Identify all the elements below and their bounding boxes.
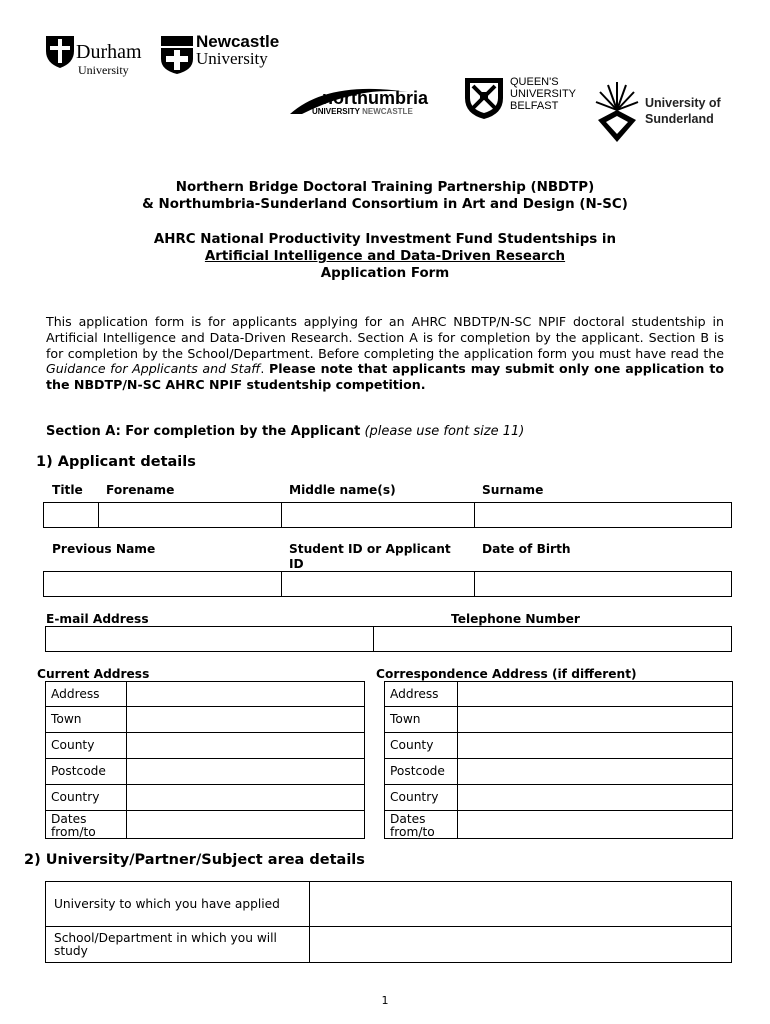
title-line4: Artificial Intelligence and Data-Driven Research	[204, 249, 566, 264]
current-address-label: Current Address	[37, 667, 150, 681]
applicant-heading: 1) Applicant details	[36, 454, 196, 470]
surname-field[interactable]	[474, 502, 732, 528]
current-postcode-label: Postcode	[45, 758, 127, 785]
intro-paragraph	[46, 314, 724, 393]
durham-name: Durham	[76, 41, 142, 63]
durham-crest-icon	[44, 33, 76, 69]
intro-guidance: Guidance for Applicants and Staff	[46, 361, 261, 377]
middle-name-field[interactable]	[281, 502, 475, 528]
forename-field[interactable]	[98, 502, 282, 528]
durham-logo	[44, 33, 159, 79]
current-country-label: Country	[45, 784, 127, 811]
phone-field[interactable]	[373, 626, 732, 652]
previous-name-field[interactable]	[43, 571, 282, 597]
newcastle-line2: University	[196, 49, 268, 68]
newcastle-line1: Newcastle	[196, 32, 280, 51]
newcastle-logo	[160, 33, 290, 79]
current-dates-label: Dates from/to	[45, 810, 127, 839]
dob-label: Date of Birth	[482, 542, 571, 556]
school-department-label: School/Department in which you will study	[45, 926, 310, 963]
title-line2: & Northumbria-Sunderland Consortium in Art and Design (N-SC)	[142, 197, 628, 212]
forename-label: Forename	[106, 483, 175, 497]
corr-country-field[interactable]	[457, 784, 733, 811]
northumbria-sub1: UNIVERSITY	[312, 107, 360, 116]
queens-crest-icon	[463, 76, 505, 120]
sunderland-logo	[594, 80, 744, 144]
corr-dates-field[interactable]	[457, 810, 733, 839]
northumbria-sub	[312, 107, 413, 117]
previous-name-label: Previous Name	[52, 542, 156, 556]
northumbria-logo	[288, 78, 443, 120]
current-town-field[interactable]	[126, 706, 365, 733]
sunderland-line1: University of	[645, 96, 721, 110]
sunderland-sunburst-icon	[594, 80, 640, 144]
queens-logo	[463, 76, 595, 122]
queens-line1: QUEEN'S	[510, 76, 559, 88]
corr-country-label: Country	[384, 784, 458, 811]
university-heading: 2) University/Partner/Subject area details	[24, 852, 365, 868]
email-label: E-mail Address	[46, 612, 149, 626]
intro-note: Please note that applicants may submit only one application to the NBDTP/N-SC AHRC NPIF studentship competition.	[46, 361, 725, 393]
newcastle-crest-icon	[160, 35, 194, 75]
title-line1: Northern Bridge Doctoral Training Partnership (NBDTP)	[175, 180, 595, 195]
surname-label: Surname	[482, 483, 544, 497]
current-county-label: County	[45, 732, 127, 759]
middle-name-label: Middle name(s)	[289, 483, 396, 497]
current-dates-field[interactable]	[126, 810, 365, 839]
current-country-field[interactable]	[126, 784, 365, 811]
corr-address-row-label: Address	[384, 681, 458, 707]
current-address-field[interactable]	[126, 681, 365, 707]
current-postcode-field[interactable]	[126, 758, 365, 785]
current-address-row-label: Address	[45, 681, 127, 707]
current-county-field[interactable]	[126, 732, 365, 759]
durham-sub: University	[78, 63, 129, 77]
corr-postcode-label: Postcode	[384, 758, 458, 785]
correspondence-address-label: Correspondence Address (if different)	[376, 667, 637, 681]
corr-address-field[interactable]	[457, 681, 733, 707]
sunderland-line2: Sunderland	[645, 112, 714, 126]
northumbria-sub2: NEWCASTLE	[362, 107, 413, 116]
intro-text: This application form is for applicants applying for an AHRC NBDTP/N-SC NPIF doctoral studentship in Artificial Intelligence and Data-Driven Research. Section A is for completion by the applicant. Section B is for completion by the School/Department. Before completing the application form you must have read the	[46, 314, 724, 361]
corr-county-field[interactable]	[457, 732, 733, 759]
title-field[interactable]	[43, 502, 99, 528]
section-a-bold: Section A: For completion by the Applicant	[46, 424, 361, 439]
title-label: Title	[52, 483, 83, 497]
corr-postcode-field[interactable]	[457, 758, 733, 785]
student-id-field[interactable]	[281, 571, 475, 597]
corr-dates-label: Dates from/to	[384, 810, 458, 839]
dob-field[interactable]	[474, 571, 732, 597]
corr-town-field[interactable]	[457, 706, 733, 733]
section-a-italic: (please use font size 11)	[360, 424, 525, 439]
corr-town-label: Town	[384, 706, 458, 733]
queens-line2: UNIVERSITY	[510, 88, 577, 100]
student-id-label: Student ID or Applicant ID	[289, 542, 451, 571]
university-applied-field[interactable]	[309, 881, 732, 927]
title-line3: AHRC National Productivity Investment Fund Studentships in	[153, 232, 617, 247]
corr-county-label: County	[384, 732, 458, 759]
page-number: 1	[381, 994, 389, 1007]
phone-label: Telephone Number	[451, 612, 580, 626]
northumbria-name: northumbria	[322, 88, 428, 108]
section-a-label	[46, 424, 524, 439]
intro-after: .	[260, 361, 269, 377]
current-town-label: Town	[45, 706, 127, 733]
email-field[interactable]	[45, 626, 374, 652]
title-line5: Application Form	[320, 266, 450, 281]
queens-line3: BELFAST	[510, 100, 559, 112]
school-department-field[interactable]	[309, 926, 732, 963]
university-applied-label: University to which you have applied	[45, 881, 310, 927]
